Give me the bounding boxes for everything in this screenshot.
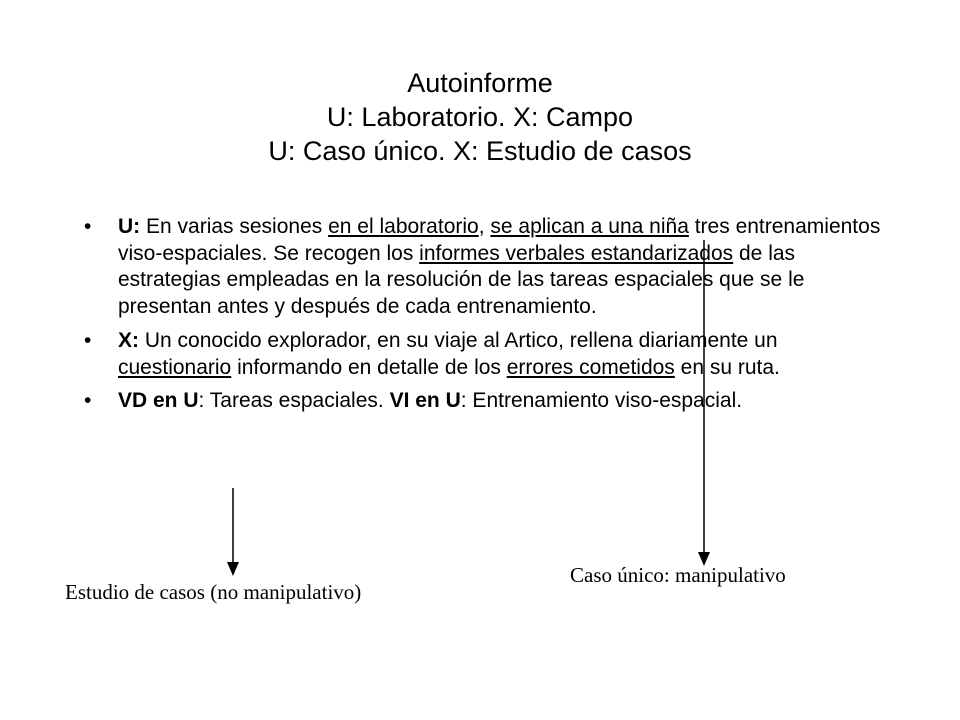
title-line-3: U: Caso único. X: Estudio de casos — [268, 136, 692, 166]
bullet-u-underline-1: en el laboratorio — [328, 215, 479, 238]
bullet-x-text-2: informando en detalle de los — [231, 355, 507, 379]
bullet-u-underline-3: informes verbales estandarizados — [419, 241, 734, 265]
bullet-marker: • — [84, 215, 92, 238]
arrow-caso-unico — [698, 240, 710, 566]
bullet-marker: • — [84, 328, 92, 352]
title-line-2: U: Laboratorio. X: Campo — [326, 102, 634, 132]
bullet-x-underline-1: cuestionario — [118, 355, 232, 379]
arrow-estudio-casos — [227, 488, 239, 576]
bullet-x-lead: X: — [118, 328, 139, 352]
bullet-vd-bold-2: VI en U — [389, 389, 461, 413]
bullet-vd-text-2: : Entrenamiento viso-espacial. — [460, 389, 743, 413]
note-estudio-casos: Estudio de casos (no manipulativo) — [65, 580, 362, 604]
bullet-x-text-3: en su ruta. — [674, 355, 780, 379]
bullet-u-lead: U: — [118, 215, 141, 238]
bullet-u-text-3: tres entrenamientos viso-espaciales. Se recogen los — [118, 215, 881, 265]
note-caso-unico: Caso único: manipulativo — [570, 563, 786, 587]
bullet-x-text-1: Un conocido explorador, en su viaje al Artico, rellena diariamente un — [139, 328, 778, 352]
bullet-u-underline-2: se aplican a una niña — [490, 215, 689, 238]
bullet-vd-text-1: : Tareas espaciales. — [198, 389, 390, 413]
bullet-vd-bold-1: VD en U — [118, 389, 199, 413]
bullet-u-text-1: En varias sesiones — [140, 215, 329, 238]
bullet-x-underline-2: errores cometidos — [506, 355, 675, 379]
bullet-u-text-4: de las estrategias empleadas en la resolución de las tareas espaciales que se le presentan antes y después de cada entrenamiento. — [118, 241, 805, 319]
bullet-u-text-2: , — [478, 215, 491, 238]
title-line-1: Autoinforme — [407, 68, 553, 98]
bullet-marker: • — [84, 389, 92, 413]
